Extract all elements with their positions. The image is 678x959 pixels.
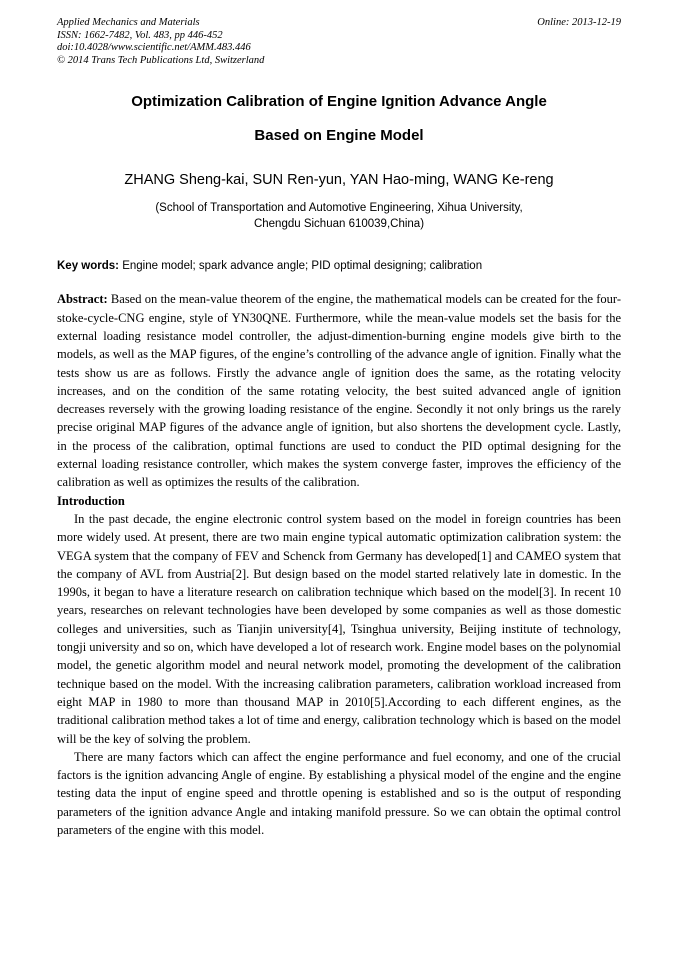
paper-title-line-2: Based on Engine Model — [254, 127, 424, 145]
affiliation-line-1: (School of Transportation and Automotive Engineering, Xihua University, — [155, 202, 523, 215]
doi-line: doi:10.4028/www.scientific.net/AMM.483.446 — [57, 42, 251, 54]
copyright-line: © 2014 Trans Tech Publications Ltd, Switzerland — [57, 54, 265, 66]
abstract-label: Abstract: — [57, 292, 108, 307]
introduction-heading: Introduction — [57, 493, 125, 508]
journal-header — [57, 17, 621, 67]
affiliation-line-2: Chengdu Sichuan 610039,China) — [253, 218, 425, 231]
authors-line: ZHANG Sheng-kai, SUN Ren-yun, YAN Hao-ming, WANG Ke-reng — [124, 172, 554, 189]
journal-name: Applied Mechanics and Materials — [57, 17, 200, 28]
journal-header-left — [57, 17, 264, 67]
keywords-line — [57, 259, 621, 274]
abstract-text: Based on the mean-value theorem of the engine, the mathematical models can be created for the four-stoke-cycle-CNG engine, style of YN30QNE. Furthermore, while the mean-value models set the basis for the external loading resistance model controller, the adjust-dimention-burning engine models give birth to the models, as well as the MAP figures, of the engine’s controlling of the advance angle of ignition. Finally what the tests show us are as follows. Firstly the advance angle of ignition does the same, as the rotating velocity increases, and on the condition of the same rotating velocity, the best suited advanced angle of ignition decreases reversely with the growing loading resistance of the engine. Secondly it not only brings us the rarely precise original MAP figures of the advance angle of ignition, but also shortens the development cycle. Lastly, in the process of the calibration, optimal functions are used to conduct the PID optimal designing for the external loading resistance controller, which makes the system converge faster, improves the efficiency of the calibration as well as optimizes the results of the calibration. — [57, 292, 621, 490]
keywords-label: Key words: — [57, 260, 119, 273]
keywords-text: Engine model; spark advance angle; PID optimal designing; calibration — [119, 260, 483, 273]
abstract-paragraph — [57, 290, 621, 491]
issn-volume-pages: ISSN: 1662-7482, Vol. 483, pp 446-452 — [57, 29, 223, 41]
introduction-paragraph-2: There are many factors which can affect the engine performance and fuel economy, and one of the crucial factors is the ignition advancing Angle of engine. By establishing a physical model of the engine and the engine testing data the input of engine speed and throttle opening is established and so is the output of responding parameters of the ignition advance Angle and intaking manifold pressure. So we can obtain the optimal control parameters of the engine with this model. — [57, 749, 621, 837]
online-date: Online: 2013-12-19 — [537, 17, 621, 28]
introduction-paragraph-1: In the past decade, the engine electronic control system based on the model in foreign countries has been more widely used. At present, there are two main engine typical automatic optimization calibration system: the VEGA system that the company of FEV and Schenck from Germany has developed[1] and CAMEO system that the company of AVL from Austria[2]. But design based on the model started relatively late in domestic. In the 1990s, it began to have a literature research on calibration technique which based on the model[3]. In recent 10 years, researches on relevant technologies have been developed by some companies as well as those domestic colleges and universities, such as Tianjin university[4], Tsinghua university, Beijing institute of technology, tongji university and so on, which have developed a lot of research work. Engine model bases on the polynomial model, the genetic algorithm model and neural network model, promoting the development of the calibration technique based on the model. With the increasing calibration parameters, calibration workload increased from eight MAP in 1980 to more than thousand MAP in 2010[5].According to each different engines, as the traditional calibration method takes a lot of time and energy, calibration technology which is based on the model will be the key of solving the problem. — [57, 511, 621, 746]
paper-title-line-1: Optimization Calibration of Engine Ignition Advance Angle — [131, 93, 547, 111]
affiliation-block — [57, 200, 621, 232]
